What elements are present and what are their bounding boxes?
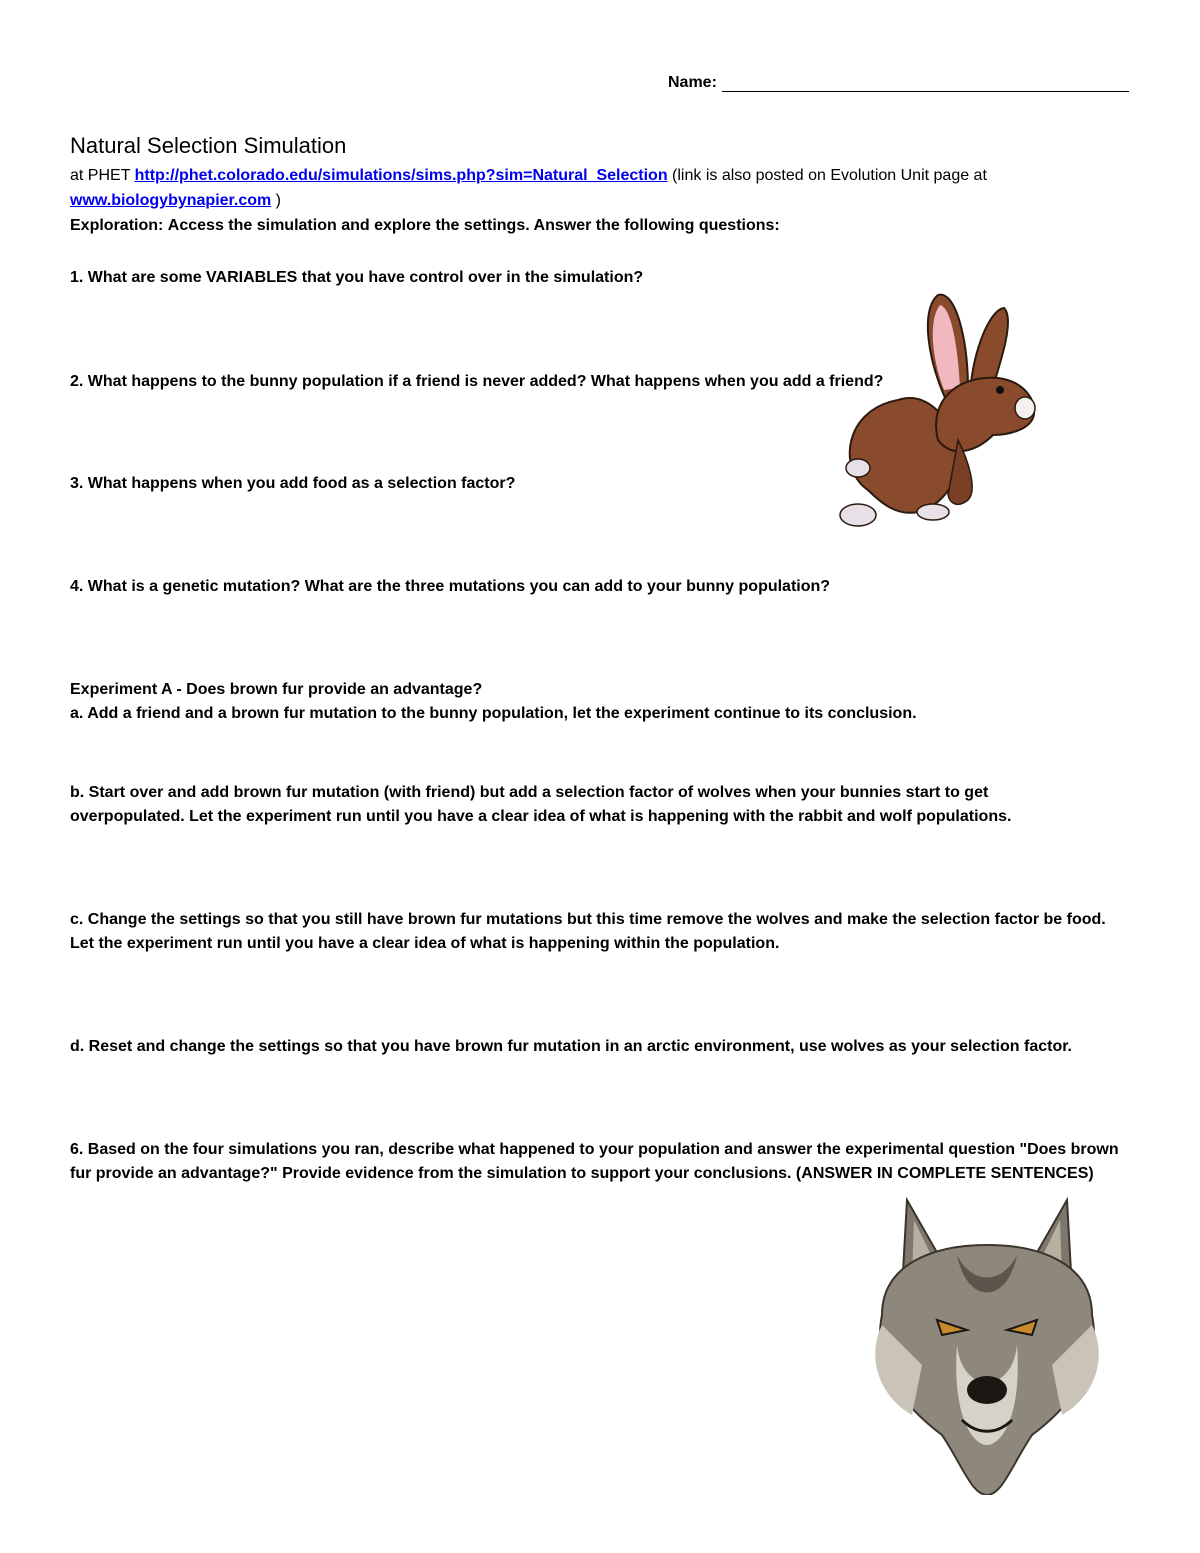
phet-link[interactable]: http://phet.colorado.edu/simulations/sims.php?sim=Natural_Selection [134,167,668,184]
exploration-label: Exploration: [70,217,164,234]
intro-prefix: at PHET [70,167,131,184]
biologybynapier-link[interactable]: www.biologybynapier.com [70,192,272,209]
question-4: 4. What is a genetic mutation? What are the three mutations you can add to your bunny population? [70,578,831,595]
bunny-image [828,290,1038,530]
page-title: Natural Selection Simulation [70,133,347,158]
experiment-heading: Experiment A - Does brown fur provide an advantage? [70,681,483,698]
intro-middle: (link is also posted on Evolution Unit page at [672,167,987,184]
exploration-text: Access the simulation and explore the settings. Answer the following questions: [167,217,780,234]
question-3: 3. What happens when you add food as a selection factor? [70,475,516,492]
experiment-step-d: d. Reset and change the settings so that you have brown fur mutation in an arctic environment, use wolves as your selection factor. [70,1038,1072,1055]
experiment-step-c: c. Change the settings so that you still have brown fur mutations but this time remove the wolves and make the selection factor be food. Let the experiment run until you have a clear idea of what is happening within the population. [70,911,1106,952]
intro-suffix: ) [275,192,281,209]
name-label: Name: [668,74,717,91]
name-blank-line[interactable] [722,91,1129,92]
question-2: 2. What happens to the bunny population if a friend is never added? What happens when you add a friend? [70,373,884,390]
experiment-step-b: b. Start over and add brown fur mutation (with friend) but add a selection factor of wolves when your bunnies start to get overpopulated. Let the experiment run until you have a clear idea of what is happening with the rabbit and wolf populations. [70,784,1012,825]
experiment-step-a: a. Add a friend and a brown fur mutation to the bunny population, let the experiment continue to its conclusion. [70,705,917,722]
wolf-image [862,1195,1112,1495]
question-6: 6. Based on the four simulations you ran, describe what happened to your population and answer the experimental question "Does brown fur provide an advantage?" Provide evidence from the simulation to support your conclusions. (ANSWER IN COMPLETE SENTENCES) [70,1141,1119,1182]
intro-paragraph [70,163,1130,238]
question-1: 1. What are some VARIABLES that you have control over in the simulation? [70,269,644,286]
